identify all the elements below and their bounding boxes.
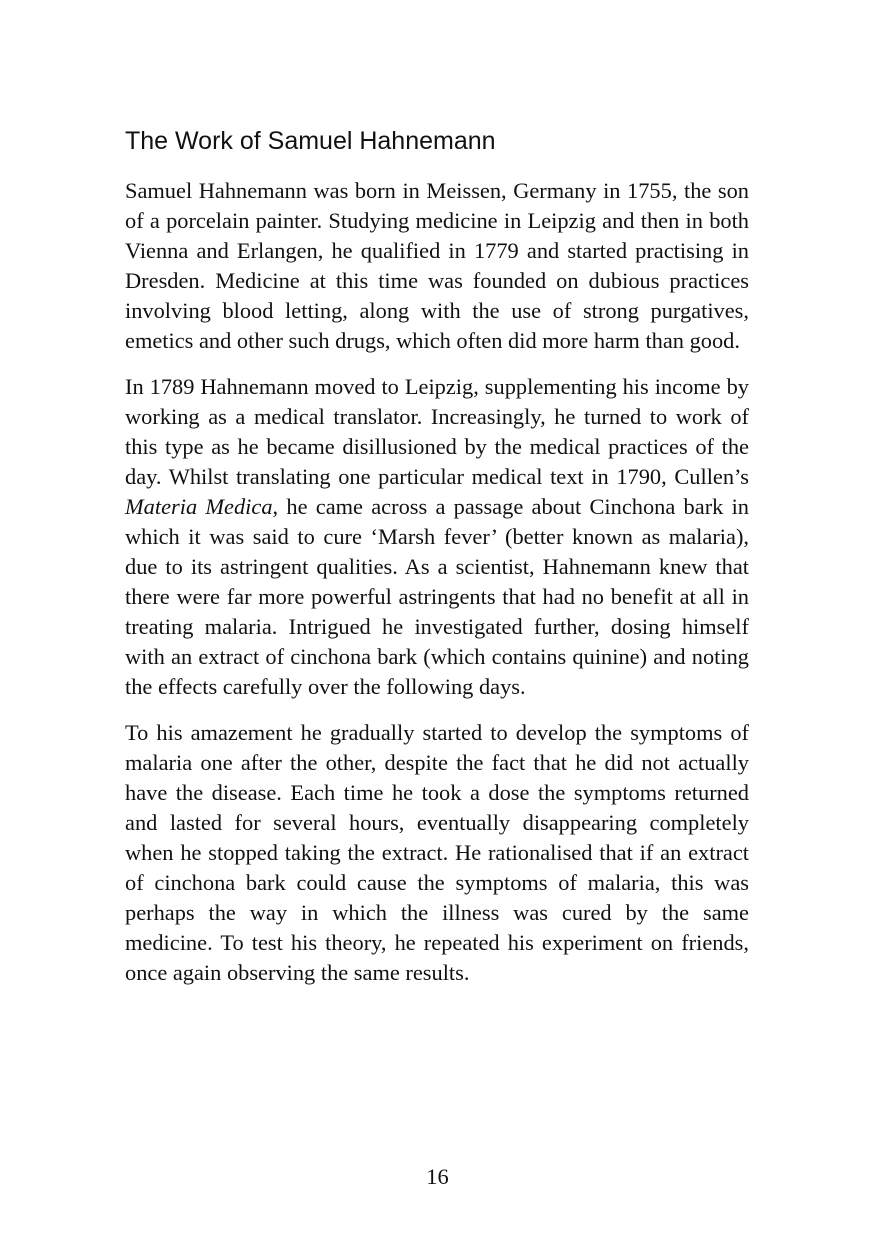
paragraph-3: To his amazement he gradually started to develop the symptoms of malaria one after the other, despite the fact that he did not actually have the disease. Each time he took a dose the symptoms returned and lasted for several hours, eventually disappearing completely when he stopped taking the extract. He rationalised that if an extract of cinchona bark could cause the symptoms of malaria, this was perhaps the way in which the illness was cured by the same medicine. To test his theory, he repeated his experiment on friends, once again observing the same results.	[125, 720, 749, 985]
book-title-italic: Materia Medica	[125, 494, 273, 519]
paragraph-2-text-end: , he came across a passage about Cinchona bark in which it was said to cure ‘Marsh fever’ (better known as malaria), due to its astringent qualities. As a scientist, Hahnemann knew that there were far more powerful astringents that had no benefit at all in treating malaria. Intrigued he investigated further, dosing himself with an extract of cinchona bark (which contains quinine) and noting the effects carefully over the following days.	[125, 494, 750, 699]
paragraph-1: Samuel Hahnemann was born in Meissen, Germany in 1755, the son of a porcelain painter. Studying medicine in Leipzig and then in both Vienna and Erlangen, he qualified in 1779 and started practising in Dresden. Medicine at this time was founded on dubious practices involving blood letting, along with the use of strong purgatives, emetics and other such drugs, which often did more harm than good.	[125, 178, 749, 353]
page-body	[125, 124, 749, 1004]
paragraph-2	[125, 372, 749, 702]
paragraph-2-text-start: In 1789 Hahnemann moved to Leipzig, supplementing his income by working as a medical translator. Increasingly, he turned to work of this type as he became disillusioned by the medical practices of the day. Whilst translating one particular medical text in 1790, Cullen’s	[125, 374, 749, 489]
section-heading: The Work of Samuel Hahnemann	[125, 127, 496, 155]
page-number: 16	[426, 1164, 449, 1189]
